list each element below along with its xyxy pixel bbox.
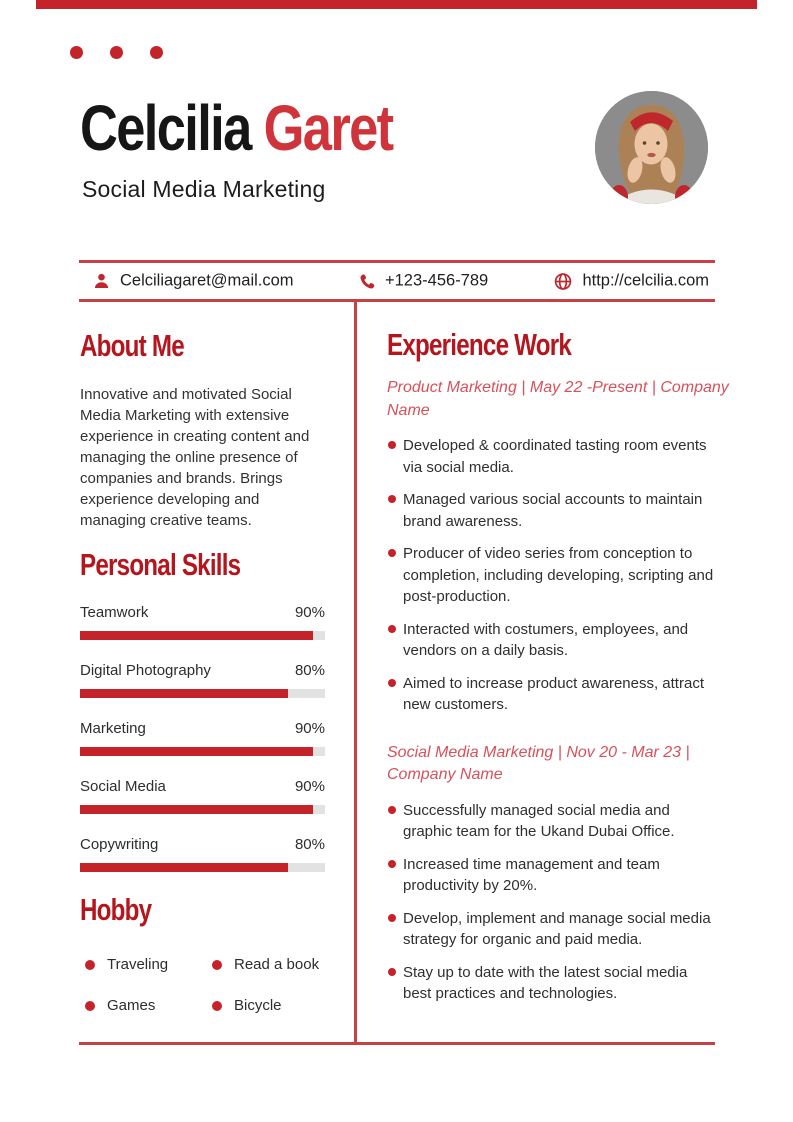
bullet-text: Developed & coordinated tasting room events via social media. bbox=[403, 437, 707, 476]
bullet-text: Interacted with costumers, employees, and vendors on a daily basis. bbox=[403, 620, 689, 659]
bullet-text: Increased time management and team productivity by 20%. bbox=[403, 855, 660, 894]
last-name: Garet bbox=[263, 92, 393, 164]
skill-label: Digital Photography bbox=[80, 662, 211, 679]
job-bullet bbox=[387, 854, 719, 897]
hobby-label: Traveling bbox=[107, 956, 169, 973]
job-bullet bbox=[387, 673, 719, 716]
skill-head bbox=[80, 662, 325, 679]
phone-icon bbox=[359, 273, 375, 289]
bullet-icon bbox=[212, 1001, 222, 1011]
skill-percent: 90% bbox=[294, 778, 325, 795]
portrait-illustration bbox=[595, 91, 708, 204]
skill-bar-track bbox=[80, 863, 325, 872]
skill-bar-fill bbox=[80, 689, 288, 698]
skill-item bbox=[80, 662, 325, 698]
contact-website[interactable] bbox=[554, 272, 709, 291]
website-text: http://celcilia.com bbox=[582, 271, 709, 290]
hobby-heading: Hobby bbox=[80, 892, 152, 927]
left-column bbox=[80, 330, 325, 1014]
person-name bbox=[80, 92, 393, 164]
job-bullet bbox=[387, 908, 719, 951]
bottom-rule bbox=[79, 1042, 715, 1045]
bullet-text: Develop, implement and manage social media strategy for organic and paid media. bbox=[403, 909, 711, 948]
skill-item bbox=[80, 720, 325, 756]
bullet-text: Stay up to date with the latest social media best practices and technologies. bbox=[403, 963, 688, 1002]
job-bullet bbox=[387, 619, 719, 662]
hobby-label: Read a book bbox=[234, 956, 320, 973]
hobby-label: Games bbox=[107, 997, 156, 1014]
contact-phone[interactable] bbox=[359, 272, 488, 291]
skill-bar-track bbox=[80, 631, 325, 640]
job-bullet-list bbox=[387, 435, 723, 716]
job-title: Social Media Marketing | Nov 20 - Mar 23 | Company Name bbox=[387, 743, 690, 783]
bullet-icon bbox=[85, 960, 95, 970]
skill-bar-fill bbox=[80, 747, 313, 756]
bullet-icon bbox=[388, 914, 396, 922]
skill-percent: 80% bbox=[294, 836, 325, 853]
experience-heading: Experience Work bbox=[387, 327, 572, 362]
bullet-text: Managed various social accounts to maintain brand awareness. bbox=[403, 491, 703, 530]
jobs-container bbox=[387, 377, 729, 1005]
job-bullet bbox=[387, 800, 719, 843]
skill-label: Copywriting bbox=[80, 836, 159, 853]
skill-percent: 90% bbox=[294, 604, 325, 621]
dot-icon bbox=[110, 46, 123, 59]
top-accent-bar bbox=[36, 0, 757, 9]
about-heading: About Me bbox=[80, 328, 184, 363]
skill-label: Social Media bbox=[80, 778, 166, 795]
dot-icon bbox=[150, 46, 163, 59]
job-bullet bbox=[387, 962, 719, 1005]
skill-item bbox=[80, 778, 325, 814]
job-bullet bbox=[387, 543, 719, 608]
right-column bbox=[387, 327, 729, 1016]
skill-item bbox=[80, 836, 325, 872]
job-bullet bbox=[387, 489, 719, 532]
bullet-text: Producer of video series from conception to completion, including developing, scripting and post-production. bbox=[403, 545, 714, 605]
decorative-dots bbox=[70, 46, 163, 59]
first-name: Celcilia bbox=[80, 92, 251, 164]
bullet-text: Successfully managed social media and graphic team for the Ukand Dubai Office. bbox=[403, 801, 675, 840]
job-bullet-list bbox=[387, 800, 723, 1005]
hobby-item bbox=[207, 997, 325, 1014]
job-bullet bbox=[387, 435, 719, 478]
skill-label: Marketing bbox=[80, 720, 146, 737]
email-text: Celciliagaret@mail.com bbox=[120, 271, 294, 290]
bullet-icon bbox=[388, 441, 396, 449]
bullet-icon bbox=[388, 679, 396, 687]
contact-bar bbox=[79, 260, 715, 302]
skill-bar-track bbox=[80, 747, 325, 756]
skill-bar-fill bbox=[80, 805, 313, 814]
skill-bar-track bbox=[80, 805, 325, 814]
skill-head bbox=[80, 604, 325, 621]
bullet-icon bbox=[388, 625, 396, 633]
bullet-icon bbox=[388, 806, 396, 814]
bullet-icon bbox=[388, 549, 396, 557]
hobby-item bbox=[80, 956, 207, 973]
job-title: Product Marketing | May 22 -Present | Company Name bbox=[387, 379, 729, 419]
skill-head bbox=[80, 720, 325, 737]
skill-bar-fill bbox=[80, 631, 313, 640]
about-text: Innovative and motivated Social Media Marketing with extensive experience in creating content and managing the online presence of companies and brands. Brings experience developing and managing creative teams. bbox=[80, 386, 310, 529]
bullet-text: Aimed to increase product awareness, attract new customers. bbox=[403, 674, 704, 713]
skill-item bbox=[80, 604, 325, 640]
dot-icon bbox=[70, 46, 83, 59]
column-divider bbox=[354, 302, 357, 1042]
profile-photo bbox=[595, 91, 708, 204]
skill-percent: 80% bbox=[294, 662, 325, 679]
skill-bar-fill bbox=[80, 863, 288, 872]
hobby-item bbox=[80, 997, 207, 1014]
name-block bbox=[80, 92, 461, 164]
skill-percent: 90% bbox=[294, 720, 325, 737]
bullet-icon bbox=[212, 960, 222, 970]
hobby-item bbox=[207, 956, 325, 973]
skills-list bbox=[80, 604, 325, 872]
phone-text: +123-456-789 bbox=[385, 271, 489, 290]
bullet-icon bbox=[388, 968, 396, 976]
bullet-icon bbox=[85, 1001, 95, 1011]
contact-email[interactable] bbox=[93, 272, 294, 291]
bullet-icon bbox=[388, 495, 396, 503]
skills-heading: Personal Skills bbox=[80, 547, 241, 582]
person-icon bbox=[93, 273, 110, 290]
bullet-icon bbox=[388, 860, 396, 868]
skill-head bbox=[80, 778, 325, 795]
hobby-list bbox=[80, 956, 325, 1014]
skill-bar-track bbox=[80, 689, 325, 698]
skill-label: Teamwork bbox=[80, 604, 149, 621]
hobby-label: Bicycle bbox=[234, 997, 282, 1014]
globe-icon bbox=[554, 272, 572, 290]
skill-head bbox=[80, 836, 325, 853]
profession-title: Social Media Marketing bbox=[82, 176, 326, 202]
